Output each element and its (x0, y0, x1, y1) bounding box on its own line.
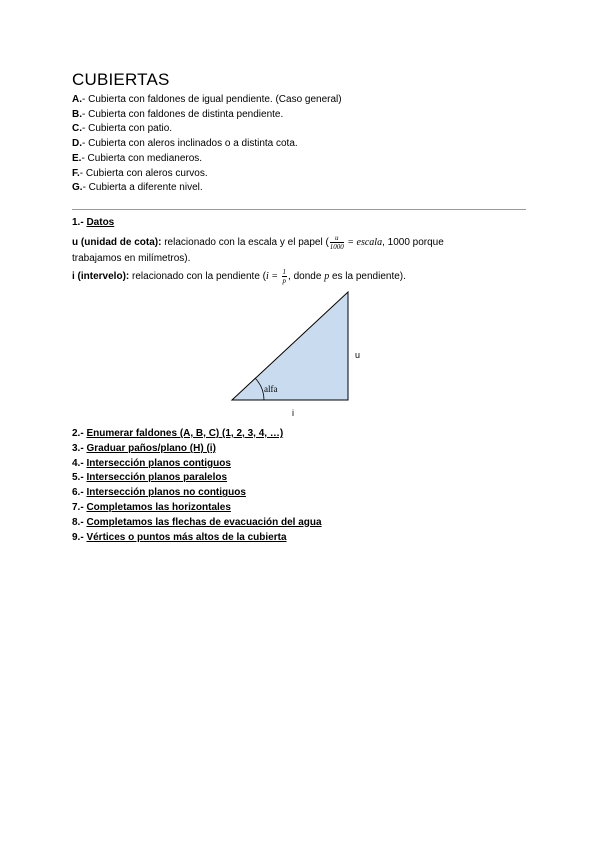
i-fraction-denominator: p (282, 277, 287, 285)
case-letter: G. (72, 182, 83, 194)
case-list (72, 93, 342, 196)
angle-label: alfa (264, 384, 278, 394)
case-letter: F. (72, 167, 80, 179)
step-number: 9.- (72, 531, 84, 543)
case-text: - Cubierta con aleros inclinados o a distinta cota. (82, 138, 298, 150)
step-number: 3.- (72, 442, 84, 454)
step-number: 7.- (72, 501, 84, 513)
i-fraction (282, 268, 288, 285)
step-item (72, 531, 322, 546)
u-text: relacionado con la escala y el papel ( (161, 237, 329, 249)
i-fraction-numerator: 1 (282, 268, 287, 276)
step-number: 1.- (72, 217, 84, 228)
case-text: - Cubierta con faldones de distinta pendiente. (82, 108, 284, 120)
step-number: 5.- (72, 472, 84, 484)
u-fraction-denominator: 1000 (329, 243, 344, 251)
i-text: relacionado con la pendiente ( (129, 271, 266, 283)
step-item (72, 457, 322, 472)
u-definition (72, 234, 444, 251)
step-item (72, 516, 322, 531)
datos-heading (72, 217, 114, 228)
step-item (72, 442, 322, 457)
case-text: - Cubierta con medianeros. (81, 152, 203, 164)
step-number: 6.- (72, 487, 84, 499)
datos-heading-text: Datos (86, 217, 115, 228)
i-variable: p (324, 271, 330, 283)
step-number: 8.- (72, 516, 84, 528)
i-mid: , donde (288, 271, 325, 283)
case-item-e (72, 152, 342, 167)
steps-list (72, 427, 322, 545)
case-letter: E. (72, 152, 82, 164)
case-item-g (72, 181, 342, 196)
case-item-a (72, 93, 342, 108)
u-equation: = escala (344, 237, 383, 249)
step-text: Enumerar faldones (A, B, C) (1, 2, 3, 4, …) (86, 428, 284, 439)
vertical-side-label: u (355, 350, 361, 360)
case-text: - Cubierta a diferente nivel. (82, 182, 203, 194)
case-letter: C. (72, 123, 82, 135)
case-letter: A. (72, 94, 82, 105)
u-label: u (unidad de cota): (72, 237, 162, 249)
step-text: Intersección planos paralelos (86, 472, 228, 484)
section-divider (72, 209, 526, 210)
u-fraction (330, 234, 344, 251)
i-equation-left: i = (266, 271, 281, 283)
slope-triangle (232, 292, 348, 400)
case-item-c (72, 122, 342, 137)
step-text: Intersección planos no contiguos (86, 487, 246, 499)
step-number: 2.- (72, 428, 84, 439)
case-letter: D. (72, 138, 82, 150)
step-text: Completamos las horizontales (86, 501, 231, 513)
step-item (72, 501, 322, 516)
i-label: i (intervelo): (72, 271, 130, 283)
case-letter: B. (72, 108, 82, 120)
case-text: - Cubierta con aleros curvos. (79, 167, 208, 179)
step-text: Vértices o puntos más altos de la cubierta (86, 531, 287, 543)
case-text: - Cubierta con patio. (82, 123, 173, 135)
horizontal-side-label: i (292, 408, 294, 418)
u-definition-line2: trabajamos en milímetros). (72, 253, 191, 264)
case-item-b (72, 108, 342, 123)
i-definition (72, 268, 406, 285)
step-item (72, 427, 322, 442)
step-item (72, 471, 322, 486)
step-text: Intersección planos contiguos (86, 457, 231, 469)
i-tail: es la pendiente). (329, 271, 406, 283)
step-text: Completamos las flechas de evacuación del agua (86, 516, 322, 528)
step-item (72, 486, 322, 501)
case-item-f (72, 167, 342, 182)
u-tail: , 1000 porque (382, 237, 444, 249)
step-number: 4.- (72, 457, 84, 469)
slope-triangle-diagram (220, 288, 380, 423)
step-text: Graduar paños/plano (H) (i) (86, 442, 216, 454)
u-fraction-numerator: u (330, 234, 344, 243)
case-item-d (72, 137, 342, 152)
case-text: - Cubierta con faldones de igual pendiente. (Caso general) (82, 94, 342, 105)
page-title: CUBIERTAS (72, 70, 170, 89)
